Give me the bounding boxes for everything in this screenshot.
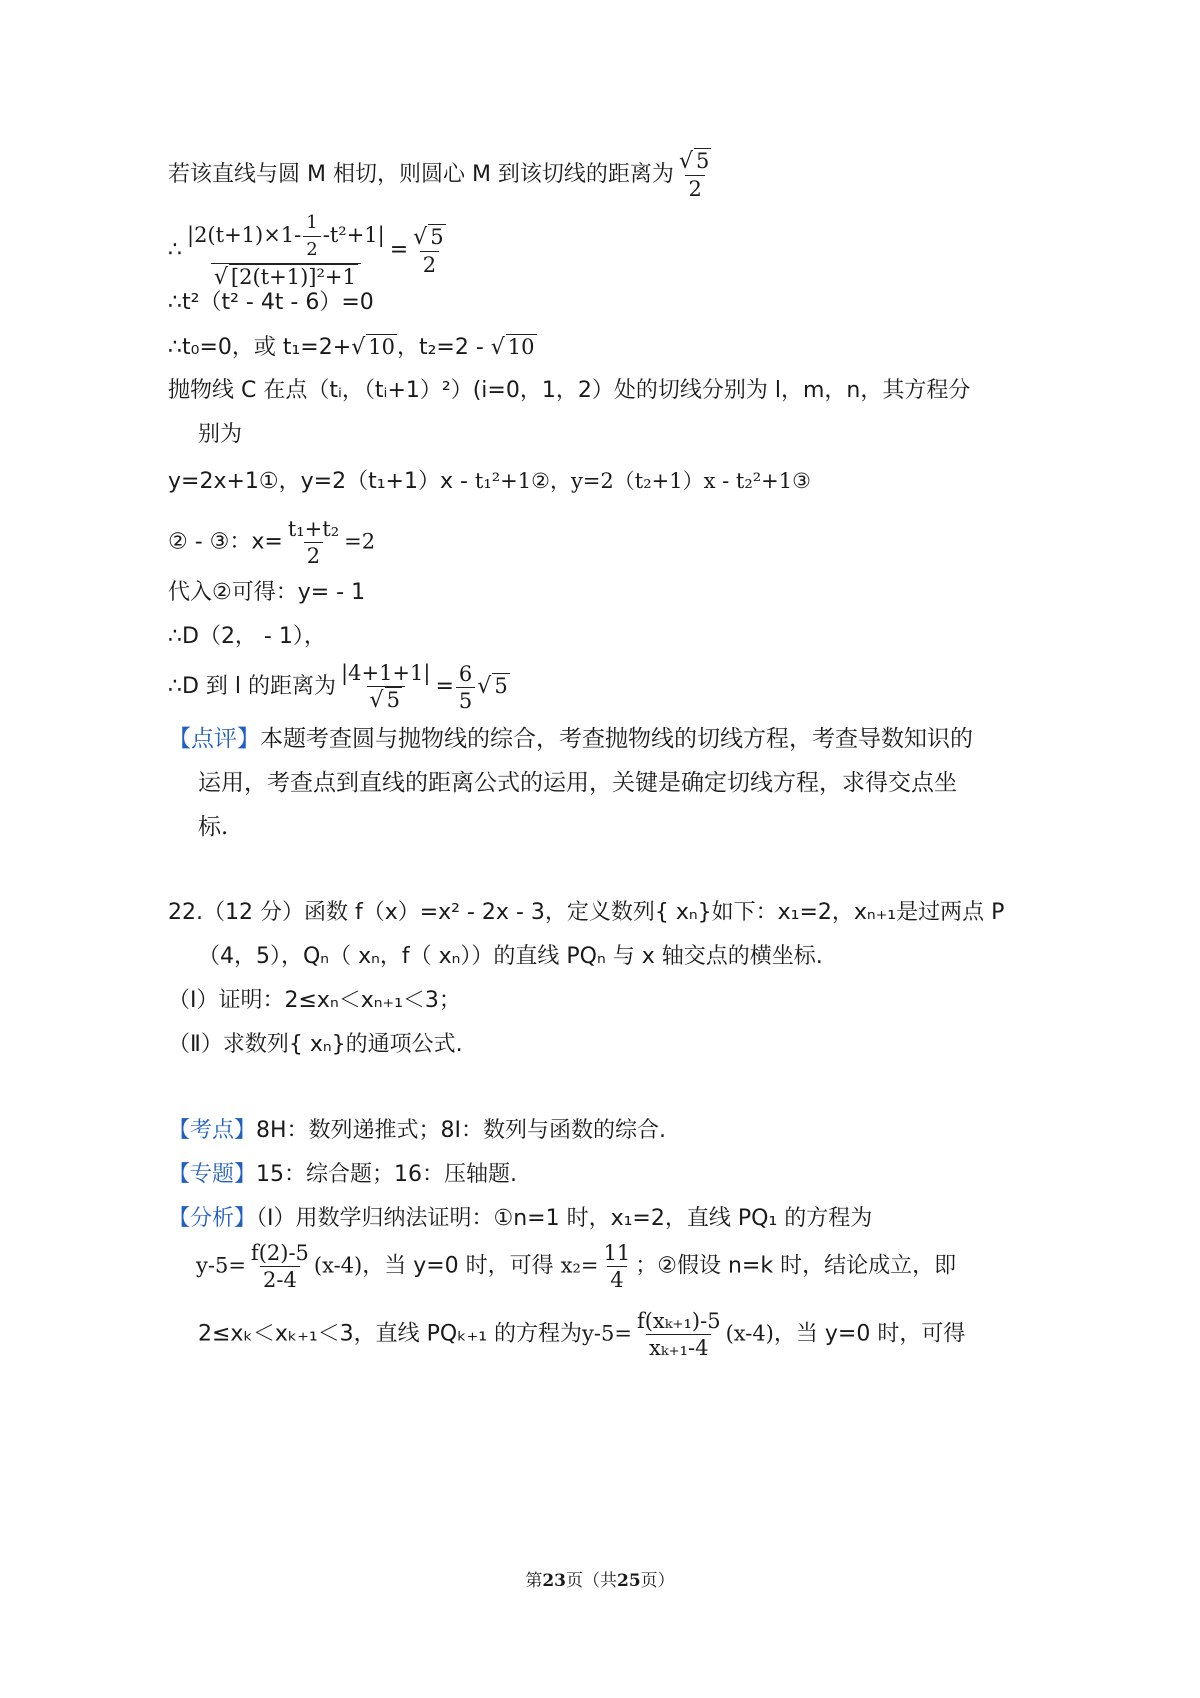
problem-part: （Ⅰ）证明：2≤xₙ＜xₙ₊₁＜3； (168, 988, 461, 1013)
page-number: 23 (542, 1571, 566, 1591)
fraction: $\frac{f(2)-5}{2-4}$ (250, 1241, 309, 1292)
comment-line: 标. (198, 814, 229, 840)
fraction: $\frac{\text{f(xₖ₊₁)-5}}{\text{xₖ₊₁-4}}$ (636, 1309, 721, 1360)
page-footer: 第23页（共25页） (525, 1571, 675, 1591)
page-total: 25 (617, 1571, 641, 1591)
fraction: $\frac{11}{4}$ (603, 1241, 631, 1292)
zhuanti-line: 【专题】15：综合题；16：压轴题. (168, 1162, 517, 1187)
text-line: ∴t₀=0，或 t₁=2+√ 10，t₂=2 - √ 10 (168, 335, 535, 360)
problem-line: （4，5），Qₙ（ xₙ，f（ xₙ））的直线 PQₙ 与 x 轴交点的横坐标. (198, 944, 823, 969)
text-line: 抛物线 C 在点（tᵢ，（tᵢ+1）²）(i=0，1，2）处的切线分别为 l，m，n，其方程分 (168, 378, 971, 403)
text-line: 别为 (198, 422, 243, 447)
comment-tag: 【点评】 (168, 726, 260, 752)
equation-line: ∴ |2(t+1)×1- $\frac{1}{2}$ -t²+1| √ [2(t+1)]²+1 = $\frac{√ 5}{2}$ (168, 210, 451, 291)
fenxi-tag: 【分析】 (168, 1206, 257, 1231)
fraction: $\frac{6}{5}$ (456, 661, 475, 714)
comment-line: 【点评】本题考查圆与抛物线的综合，考查抛物线的切线方程，考查导数知识的 (168, 726, 973, 752)
text-line: y=2x+1①，y=2（t₁+1）x - t₁²+1②，y=2（t₂+1）x - t₂²+1③ (168, 469, 811, 494)
problem-line: 22.（12 分）函数 f（x）=x² - 2x - 3，定义数列{ xₙ}如下：x₁=2，xₙ₊₁是过两点 P (168, 900, 1005, 925)
fenxi-line: 【分析】（Ⅰ）用数学归纳法证明：①n=1 时，x₁=2，直线 PQ₁ 的方程为 (168, 1206, 873, 1231)
text-line: ∴D（2， - 1）， (168, 624, 326, 649)
zhuanti-tag: 【专题】 (168, 1162, 257, 1187)
text-line (168, 148, 716, 202)
text-line: ∴t²（t² - 4t - 6）=0 (168, 290, 374, 315)
fenxi-line: 2≤xₖ＜xₖ₊₁＜3，直线 PQₖ₊₁ 的方程为y-5= $\frac{\text{f(xₖ₊₁)-5}}{\text{xₖ₊₁-4}}$ (x-4)，当 y=0 时，可得 (198, 1309, 966, 1360)
kaodian-line: 【考点】8H：数列递推式；8I：数列与函数的综合. (168, 1118, 667, 1143)
kaodian-tag: 【考点】 (168, 1118, 257, 1143)
fenxi-line: y-5= $\frac{f(2)-5}{2-4}$ (x-4)，当 y=0 时，可得 x₂= $\frac{11}{4}$ ；②假设 n=k 时，结论成立，即 (196, 1241, 957, 1292)
problem-part: （Ⅱ）求数列{ xₙ}的通项公式. (168, 1032, 463, 1057)
fraction: $\frac{√ 5}{2}$ (678, 149, 710, 201)
fraction: |2(t+1)×1- $\frac{1}{2}$ -t²+1| √ [2(t+1)]²+1 (187, 212, 385, 290)
fraction: $\frac{|4+1+1|}{√ 5}$ (341, 661, 431, 713)
fraction: $\frac{√ 5}{2}$ (413, 224, 444, 277)
fraction: $\frac{\text{t₁+t₂}}{2}$ (287, 517, 340, 568)
text-line: 代入②可得：y= - 1 (168, 580, 366, 605)
equation-line: ∴D 到 l 的距离为 $\frac{|4+1+1|}{√ 5}$ = $\frac{6}{5}$ √ 5 (168, 661, 508, 713)
comment-line: 运用，考查点到直线的距离公式的运用，关键是确定切线方程，求得交点坐 (198, 770, 957, 796)
equation-line: ② - ③：x= $\frac{\text{t₁+t₂}}{2}$ =2 (168, 517, 376, 568)
text: 若该直线与圆 M 相切，则圆心 M 到该切线的距离为 (168, 162, 674, 187)
